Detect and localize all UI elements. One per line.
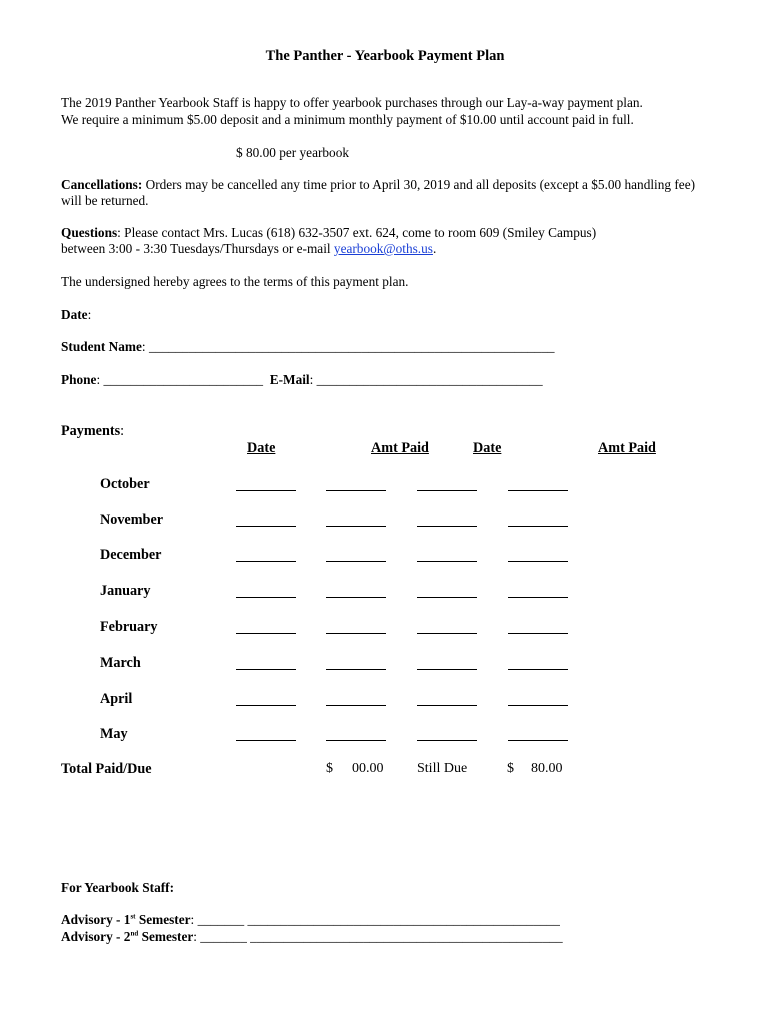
- phone-line: ________________________: [103, 372, 264, 387]
- total-paid-due-label: Total Paid/Due: [61, 761, 152, 777]
- blank-january-4: [508, 597, 568, 598]
- blank-may-1: [236, 740, 296, 741]
- month-february: February: [100, 619, 158, 635]
- blank-may-2: [326, 740, 386, 741]
- cancellations-label: Cancellations:: [61, 177, 143, 192]
- student-name-colon: :: [141, 339, 149, 354]
- intro-line-1: The 2019 Panther Yearbook Staff is happy to offer yearbook purchases through our Lay-a-way payment plan.: [61, 95, 643, 110]
- blank-april-2: [326, 705, 386, 706]
- blank-march-1: [236, 669, 296, 670]
- student-name-field: [61, 338, 555, 355]
- phone-email-field: [61, 371, 543, 388]
- blank-november-4: [508, 526, 568, 527]
- cancellations-line-2: will be returned.: [61, 193, 149, 208]
- month-november: November: [100, 512, 164, 528]
- email-label: E-Mail: [269, 372, 310, 387]
- email-link[interactable]: yearbook@oths.us: [333, 241, 433, 256]
- still-due-value: 80.00: [531, 761, 563, 776]
- blank-march-3: [417, 669, 477, 670]
- price-text: $ 80.00 per yearbook: [236, 145, 349, 160]
- email-colon: :: [309, 372, 317, 387]
- page-title: The Panther - Yearbook Payment Plan: [265, 48, 505, 64]
- staff-label: For Yearbook Staff:: [61, 880, 175, 895]
- advisory-1-field: Advisory - 1st Semester: _______ _______________________________________________: [61, 912, 560, 927]
- month-may: May: [100, 726, 128, 742]
- blank-november-1: [236, 526, 296, 527]
- student-name-label: Student Name: [61, 339, 142, 354]
- questions-text: : Please contact Mrs. Lucas (618) 632-3507 ext. 624, come to room 609 (Smiley Campus): [117, 225, 597, 240]
- student-name-line: _____________________________________________________________: [148, 339, 555, 354]
- blank-april-4: [508, 705, 568, 706]
- month-april: April: [100, 691, 133, 707]
- still-due-label: Still Due: [417, 761, 468, 776]
- total-paid-currency: $: [326, 761, 333, 776]
- blank-february-2: [326, 633, 386, 634]
- questions-label: Questions: [61, 225, 118, 240]
- blank-may-4: [508, 740, 568, 741]
- date-colon: :: [87, 307, 92, 322]
- blank-october-3: [417, 490, 477, 491]
- month-march: March: [100, 655, 141, 671]
- total-paid-value: 00.00: [352, 761, 384, 776]
- blank-april-3: [417, 705, 477, 706]
- blank-april-1: [236, 705, 296, 706]
- phone-label: Phone: [61, 372, 97, 387]
- blank-january-3: [417, 597, 477, 598]
- questions-suffix: .: [432, 241, 437, 256]
- questions-line-1: [61, 224, 596, 241]
- blank-march-2: [326, 669, 386, 670]
- blank-november-2: [326, 526, 386, 527]
- header-date-1: Date: [247, 440, 276, 456]
- advisory-2-field: Advisory - 2nd Semester: _______ _______________________________________________: [61, 929, 563, 944]
- blank-february-3: [417, 633, 477, 634]
- payments-label: Payments: [61, 423, 121, 439]
- advisory-1-short-line: _______: [197, 912, 245, 927]
- blank-january-2: [326, 597, 386, 598]
- advisory-2-long-line: _______________________________________________: [250, 929, 563, 944]
- email-line: __________________________________: [316, 372, 543, 387]
- intro-line-2: We require a minimum $5.00 deposit and a minimum monthly payment of $10.00 until account paid in full.: [61, 112, 634, 127]
- advisory-2-label: Advisory - 2nd Semester: [61, 929, 194, 944]
- blank-october-2: [326, 490, 386, 491]
- advisory-1-label: Advisory - 1st Semester: [61, 912, 191, 927]
- blank-december-2: [326, 561, 386, 562]
- blank-november-3: [417, 526, 477, 527]
- header-amt-paid-1: Amt Paid: [371, 440, 429, 456]
- blank-october-1: [236, 490, 296, 491]
- payments-heading: [61, 423, 124, 440]
- header-date-2: Date: [473, 440, 502, 456]
- advisory-2-short-line: _______: [200, 929, 247, 944]
- blank-may-3: [417, 740, 477, 741]
- still-due-currency: $: [507, 761, 514, 776]
- month-december: December: [100, 547, 162, 563]
- header-amt-paid-2: Amt Paid: [598, 440, 656, 456]
- blank-december-3: [417, 561, 477, 562]
- blank-february-1: [236, 633, 296, 634]
- month-january: January: [100, 583, 151, 599]
- advisory-1-long-line: _______________________________________________: [247, 912, 560, 927]
- blank-march-4: [508, 669, 568, 670]
- payments-colon: :: [120, 423, 125, 439]
- blank-october-4: [508, 490, 568, 491]
- blank-december-1: [236, 561, 296, 562]
- cancellations-line-1: [61, 176, 695, 193]
- agreement-text: The undersigned hereby agrees to the terms of this payment plan.: [61, 274, 409, 289]
- blank-december-4: [508, 561, 568, 562]
- date-label: Date: [61, 307, 88, 322]
- blank-february-4: [508, 633, 568, 634]
- cancellations-text: Orders may be cancelled any time prior to April 30, 2019 and all deposits (except a $5.00 handling fee): [142, 177, 696, 192]
- month-october: October: [100, 476, 150, 492]
- date-field: [61, 306, 91, 323]
- questions-text-2: between 3:00 - 3:30 Tuesdays/Thursdays or e-mail: [61, 241, 334, 256]
- questions-line-2: [61, 240, 436, 257]
- phone-colon: :: [96, 372, 104, 387]
- blank-january-1: [236, 597, 296, 598]
